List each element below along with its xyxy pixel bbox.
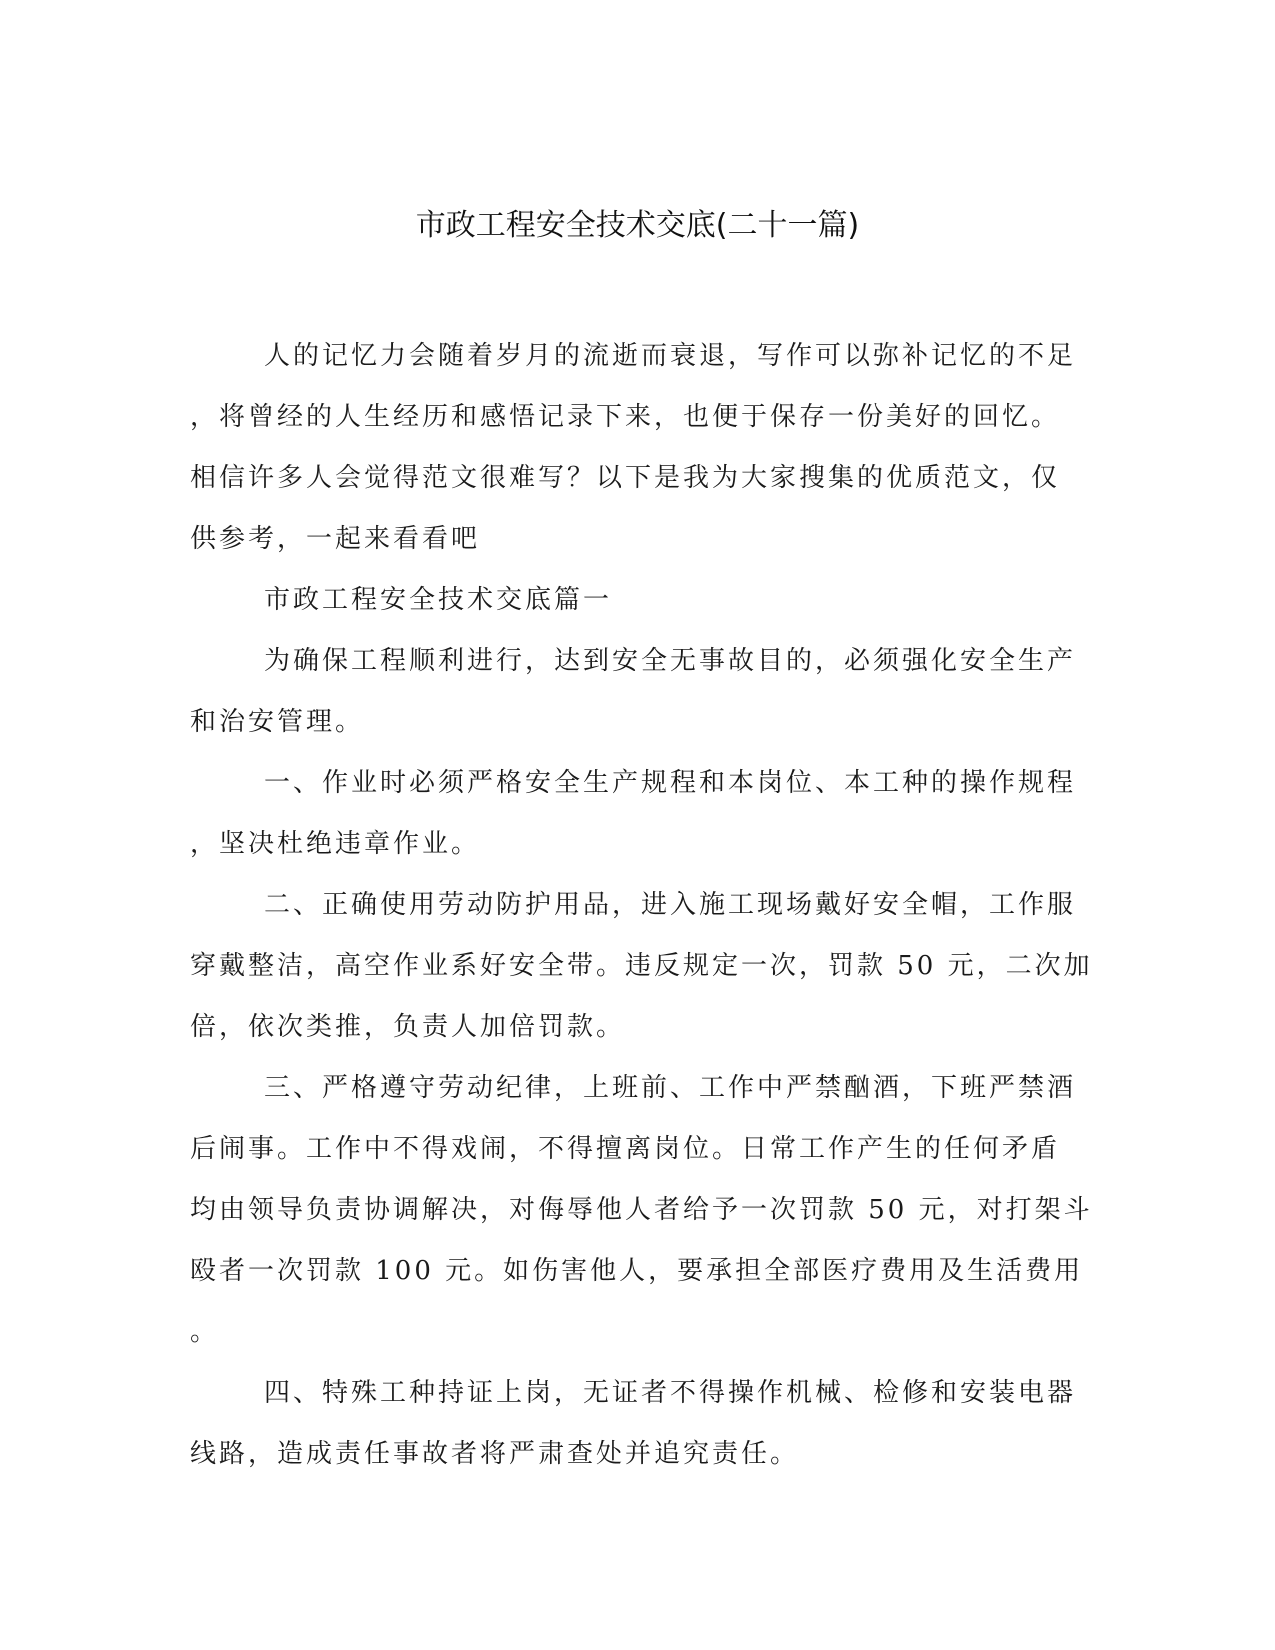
- paragraph-line: 人的记忆力会随着岁月的流逝而衰退，写作可以弥补记忆的不足: [264, 341, 1077, 371]
- paragraph-line: 三、严格遵守劳动纪律，上班前、工作中严禁酗酒，下班严禁酒: [264, 1073, 1077, 1103]
- paragraph-line: 线路，造成责任事故者将严肃查处并追究责任。: [190, 1439, 800, 1469]
- paragraph-line: 供参考，一起来看看吧: [190, 524, 481, 554]
- paragraph-line: ，坚决杜绝违章作业。: [190, 829, 481, 859]
- paragraph-line: 殴者一次罚款 100 元。如伤害他人，要承担全部医疗费用及生活费用: [190, 1256, 1084, 1286]
- document-title: 市政工程安全技术交底(二十一篇): [415, 208, 860, 243]
- document-body: [190, 326, 1093, 1485]
- paragraph-line: 和治安管理。: [190, 707, 365, 737]
- paragraph-line: 一、作业时必须严格安全生产规程和本岗位、本工种的操作规程: [264, 768, 1077, 798]
- paragraph-line: 后闹事。工作中不得戏闹，不得擅离岗位。日常工作产生的任何矛盾: [190, 1134, 1061, 1164]
- paragraph-line: 倍，依次类推，负责人加倍罚款。: [190, 1012, 626, 1042]
- paragraph-line: 四、特殊工种持证上岗，无证者不得操作机械、检修和安装电器: [264, 1378, 1077, 1408]
- paragraph-line: ，将曾经的人生经历和感悟记录下来，也便于保存一份美好的回忆。: [190, 402, 1061, 432]
- paragraph-line: 穿戴整洁，高空作业系好安全带。违反规定一次，罚款 50 元，二次加: [190, 951, 1093, 981]
- paragraph-line: 均由领导负责协调解决，对侮辱他人者给予一次罚款 50 元，对打架斗: [190, 1195, 1093, 1225]
- paragraph-line: 。: [190, 1317, 220, 1347]
- paragraph-line: 相信许多人会觉得范文很难写？以下是我为大家搜集的优质范文，仅: [190, 463, 1061, 493]
- paragraph-line: 为确保工程顺利进行，达到安全无事故目的，必须强化安全生产: [264, 646, 1077, 676]
- section-heading: 市政工程安全技术交底篇一: [264, 585, 613, 615]
- paragraph-line: 二、正确使用劳动防护用品，进入施工现场戴好安全帽，工作服: [264, 890, 1077, 920]
